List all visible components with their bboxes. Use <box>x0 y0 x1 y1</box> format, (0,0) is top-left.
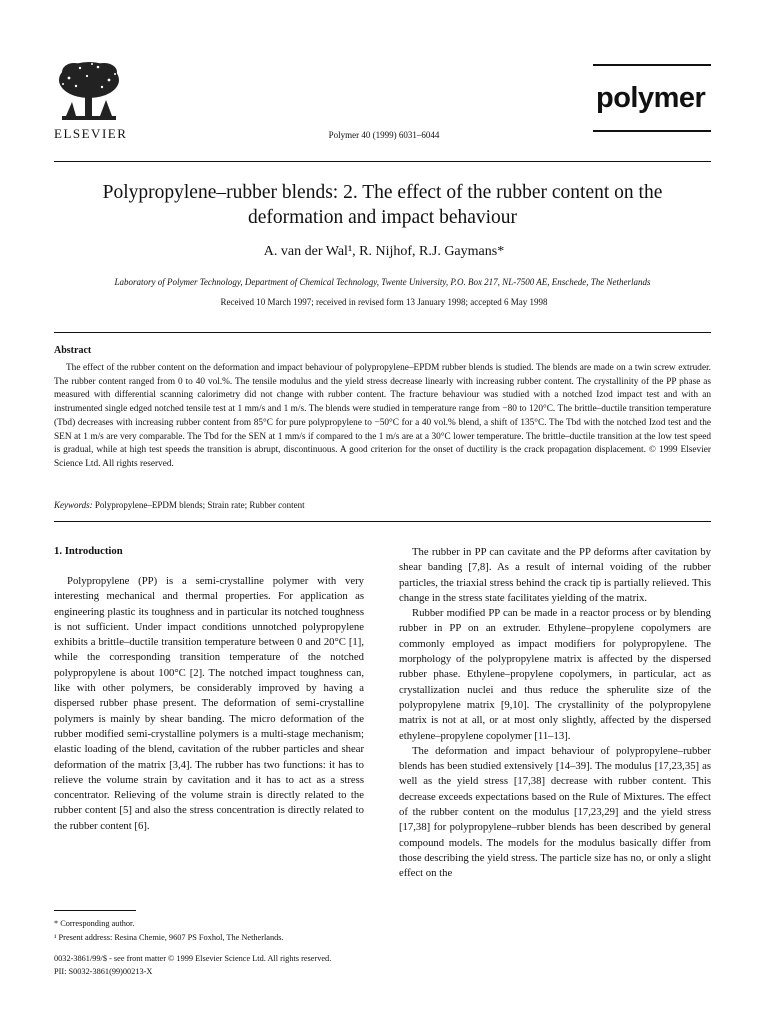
body-paragraph: The rubber in PP can cavitate and the PP deforms after cavitation by shear banding [7,8]. As a result of internal voiding of the rubber particles, the triaxial stress behind the crack tip is partially relieved. This change in the stress state facilitates yielding of the matrix. <box>399 546 711 604</box>
brand-top-rule <box>593 64 711 66</box>
body-paragraph: Polypropylene (PP) is a semi-crystalline polymer with very interesting mechanical and thermal properties. For application as engineering plastic its toughness and in particular its notched toughness is not sufficient. Under impact conditions unnotched polypropylene exhibits a brittle–ductile transition temperature between 0 and 20°C [1], while the corresponding transition temperature of the notched polypropylene is about 100°C [2]. The notched impact toughness can, like with other polymers, be considerably improved by having a dispersed rubber phase present. The deformation of semi-crystalline polymers is mainly by shear banding. The micro deformation of the rubber modified semi-crystalline polymers is a multi-stage mechanism; elastic loading of the blend, cavitation of the rubber particles and shear deformation of the matrix [3,4]. The rubber has two functions: it has to relieve the volume strain by cavitation and it has to act as a stress concentrator. Relieving of the volume strain is directly related to the rubber content [5] and also the stress concentration is directly related to the rubber content [6]. <box>54 575 364 832</box>
abstract-top-divider <box>54 332 711 333</box>
author-affiliation: Laboratory of Polymer Technology, Department of Chemical Technology, Twente University, P.O. Box 217, NL-7500 AE, Enschede, The Netherlands <box>114 277 651 287</box>
abstract-heading: Abstract <box>54 345 92 356</box>
right-column <box>399 545 711 882</box>
pii-line: PII: S0032-3861(99)00213-X <box>54 967 153 976</box>
keywords-line <box>54 500 305 510</box>
received-dates: Received 10 March 1997; received in revised form 13 January 1998; accepted 6 May 1998 <box>220 297 548 307</box>
footnote-divider <box>54 910 136 911</box>
article-authors: A. van der Wal¹, R. Nijhof, R.J. Gaymans* <box>263 244 505 259</box>
journal-citation: Polymer 40 (1999) 6031–6044 <box>328 130 440 140</box>
elsevier-tree-logo <box>54 58 124 124</box>
keywords-list: Polypropylene–EPDM blends; Strain rate; Rubber content <box>94 500 305 510</box>
body-paragraph: The deformation and impact behaviour of polypropylene–rubber blends has been studied extensively [14–39]. The modulus [17,23,35] as well as the yield stress [17,38] decrease with rubber content. This decrease exceeds expectations based on the Rule of Mixtures. The effect of the rubber content on the modulus [17,23,29] and the yield stress [17,38] for polypropylene–rubber blends has been described by general compound models. The models for the modulus basically differ from those describing the yield stress. The particle size has no, or only a slight effect on the <box>399 744 711 880</box>
body-paragraph: Rubber modified PP can be made in a reactor process or by blending rubber in PP on an extruder. Ethylene–propylene copolymers are commonly employed as impact modifiers for polypropylene. The morphology of the polypropylene matrix is affected by the dispersed rubber phase. Ethylene–propylene copolymers, in particular, act as crystallization nuclei and thus reduce the spherulite size of the polypropylene matrix [9,10]. The crystallinity of the polypropylene matrix is not at all, or at most only slightly, affected by the dispersed ethylene–propylene copolymer [11–13]. <box>399 607 711 742</box>
journal-brand: polymer <box>596 82 706 114</box>
publisher-name: ELSEVIER <box>54 126 128 141</box>
issn-line: 0032-3861/99/$ - see front matter © 1999 Elsevier Science Ltd. All rights reserved. <box>54 954 332 963</box>
abstract-text: The effect of the rubber content on the deformation and impact behaviour of polypropylene–EPDM rubber blends is studied. The blends are made on a twin screw extruder. The rubber content ranged from 0 to 40 vol.%. The tensile modulus and the yield stress decrease linearly with increasing rubber content. The crystallinity of the PP phase as measured with differential scanning calorimetry did not change with rubber content. The fracture behaviour was studied with a notched Izod impact test and with an instrumented single edged notched tensile test at 1 mm/s and 1 m/s. The blends were studied in temperature range from −80 to 120°C. The brittle–ductile transition temperature (Tbd) decreases with increasing rubber content from 85°C for pure polypropylene to −50°C for a 40 vol.% blend, a shift of 135°C. The Tbd with the notched Izod test and the SEN at 1 m/s are very comparable. The Tbd for the SEN at 1 mm/s if compared to the 1 m/s are at a 30°C lower temperature. The brittle–ductile transition at the low test speed is gradual, while at high test speeds the transition is abrupt, discontinuous. A good criterion for the onset of ductility is the crack propagation displacement. © 1999 Elsevier Science Ltd. All rights reserved. <box>54 363 711 469</box>
footnote-corresponding: * Corresponding author. <box>54 919 135 928</box>
keywords-label: Keywords: <box>54 500 93 510</box>
abstract-bottom-divider <box>54 521 711 522</box>
left-column <box>54 574 364 834</box>
article-title: Polypropylene–rubber blends: 2. The effect of the rubber content on the deformation and impact behaviour <box>102 182 663 228</box>
brand-bottom-rule <box>593 130 711 132</box>
header-divider <box>54 161 711 162</box>
section-heading-introduction: 1. Introduction <box>54 545 123 557</box>
footnote-present-address: ¹ Present address: Resina Chemie, 9607 PS Foxhol, The Netherlands. <box>54 933 284 942</box>
